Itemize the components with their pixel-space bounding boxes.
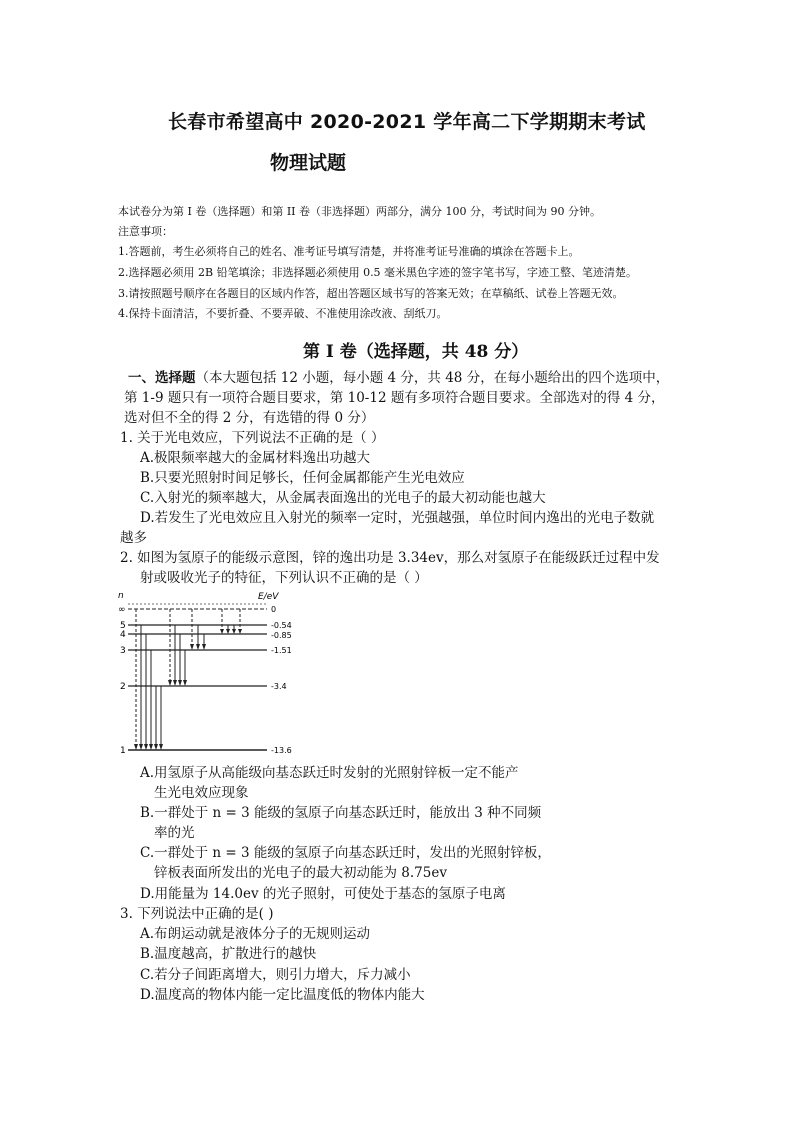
option-b-continued: 率的光 xyxy=(154,825,195,841)
diagram-n-label: n xyxy=(118,591,124,601)
level-n-label: ∞ xyxy=(118,605,126,615)
level-energy-label: -0.54 xyxy=(271,621,292,630)
section-label: 一、选择题 xyxy=(128,370,196,386)
option-b: B.只要光照射时间足够长，任何金属都能产生光电效应 xyxy=(140,470,465,486)
exam-title: 长春市希望高中 2020-2021 学年高二下学期期末考试 xyxy=(168,111,646,133)
option-a: A.布朗运动就是液体分子的无规则运动 xyxy=(140,926,371,942)
section-desc-line: 选对但不全的得 2 分，有选错的得 0 分） xyxy=(124,410,375,426)
option-c: C.一群处于 n = 3 能级的氢原子向基态跃迁时，发出的光照射锌板， xyxy=(140,845,551,861)
option-b: B.温度越高，扩散进行的越快 xyxy=(140,946,317,962)
section-heading: 第 I 卷（选择题，共 48 分） xyxy=(303,342,529,362)
question-stem-line: 射或吸收光子的特征，下列认识不正确的是（ ） xyxy=(140,570,428,586)
section-desc-line: （本大题包括 12 小题，每小题 4 分，共 48 分，在每小题给出的四个选项中， xyxy=(195,370,670,386)
transitions-to-ground xyxy=(136,609,161,748)
level-n-label: 5 xyxy=(120,621,126,631)
level-energy-label: -3.4 xyxy=(271,682,287,691)
level-energy-label: -1.51 xyxy=(271,646,292,655)
notice-item: 2.选择题必须用 2B 铅笔填涂；非选择题必须使用 0.5 毫米黑色字迹的签字笔书写，字迹工整、笔迹清楚。 xyxy=(118,266,638,279)
option-c: C.若分子间距离增大，则引力增大，斥力减小 xyxy=(140,967,411,983)
transition-arrowheads xyxy=(134,629,242,750)
transitions-to-n3 xyxy=(192,609,204,648)
transitions-to-n4 xyxy=(222,609,240,632)
exam-subtitle: 物理试题 xyxy=(270,152,347,174)
option-c-continued: 锌板表面所发出的光电子的最大初动能为 8.75ev xyxy=(154,865,447,881)
diagram-energy-label: E/eV xyxy=(258,592,279,602)
option-b: B.一群处于 n = 3 能级的氢原子向基态跃迁时，能放出 3 种不同频 xyxy=(140,805,542,821)
energy-level-diagram xyxy=(112,588,312,758)
level-n-label: 2 xyxy=(120,682,126,692)
option-a-continued: 生光电效应现象 xyxy=(154,785,249,801)
notice-item: 4.保持卡面清洁，不要折叠、不要弄破、不准使用涂改液、刮纸刀。 xyxy=(118,307,448,320)
notice-item: 3.请按照题号顺序在各题目的区域内作答，超出答题区域书写的答案无效；在草稿纸、试卷上答题无效。 xyxy=(118,287,624,300)
level-n-label: 1 xyxy=(120,746,126,756)
option-d: D.温度高的物体内能一定比温度低的物体内能大 xyxy=(140,987,425,1003)
instructions-intro: 本试卷分为第 I 卷（选择题）和第 II 卷（非选择题）两部分，满分 100 分，考试时间为 90 分钟。 xyxy=(118,205,601,218)
option-d-continued: 越多 xyxy=(120,530,147,546)
option-a: A.极限频率越大的金属材料逸出功越大 xyxy=(140,450,371,466)
section-description xyxy=(128,369,669,387)
level-energy-label: -13.6 xyxy=(271,746,292,755)
option-d: D.用能量为 14.0ev 的光子照射，可使处于基态的氢原子电离 xyxy=(140,886,506,902)
transitions-to-n2 xyxy=(170,609,185,684)
question-stem: 3. 下列说法中正确的是( ) xyxy=(120,906,274,922)
option-d: D.若发生了光电效应且入射光的频率一定时，光强越强，单位时间内逸出的光电子数就 xyxy=(140,510,655,526)
section-desc-line: 第 1-9 题只有一项符合题目要求，第 10-12 题有多项符合题目要求。全部选对的得 4 分， xyxy=(124,390,665,406)
notice-label: 注意事项： xyxy=(118,225,173,238)
notice-item: 1.答题前，考生必须将自己的姓名、准考证号填写清楚，并将准考证号准确的填涂在答题卡上。 xyxy=(118,245,580,258)
level-n-label: 3 xyxy=(120,646,126,656)
option-a: A.用氢原子从高能级向基态跃迁时发射的光照射锌板一定不能产 xyxy=(140,765,519,781)
option-c: C.入射光的频率越大，从金属表面逸出的光电子的最大初动能也越大 xyxy=(140,490,546,506)
level-n-label: 4 xyxy=(120,630,126,640)
question-stem: 1. 关于光电效应，下列说法不正确的是（ ） xyxy=(120,430,385,446)
level-energy-label: -0.85 xyxy=(271,631,292,640)
question-stem: 2. 如图为氢原子的能级示意图，锌的逸出功是 3.34ev，那么对氢原子在能级跃迁过程中发 xyxy=(120,550,660,566)
level-energy-label: 0 xyxy=(271,605,277,614)
